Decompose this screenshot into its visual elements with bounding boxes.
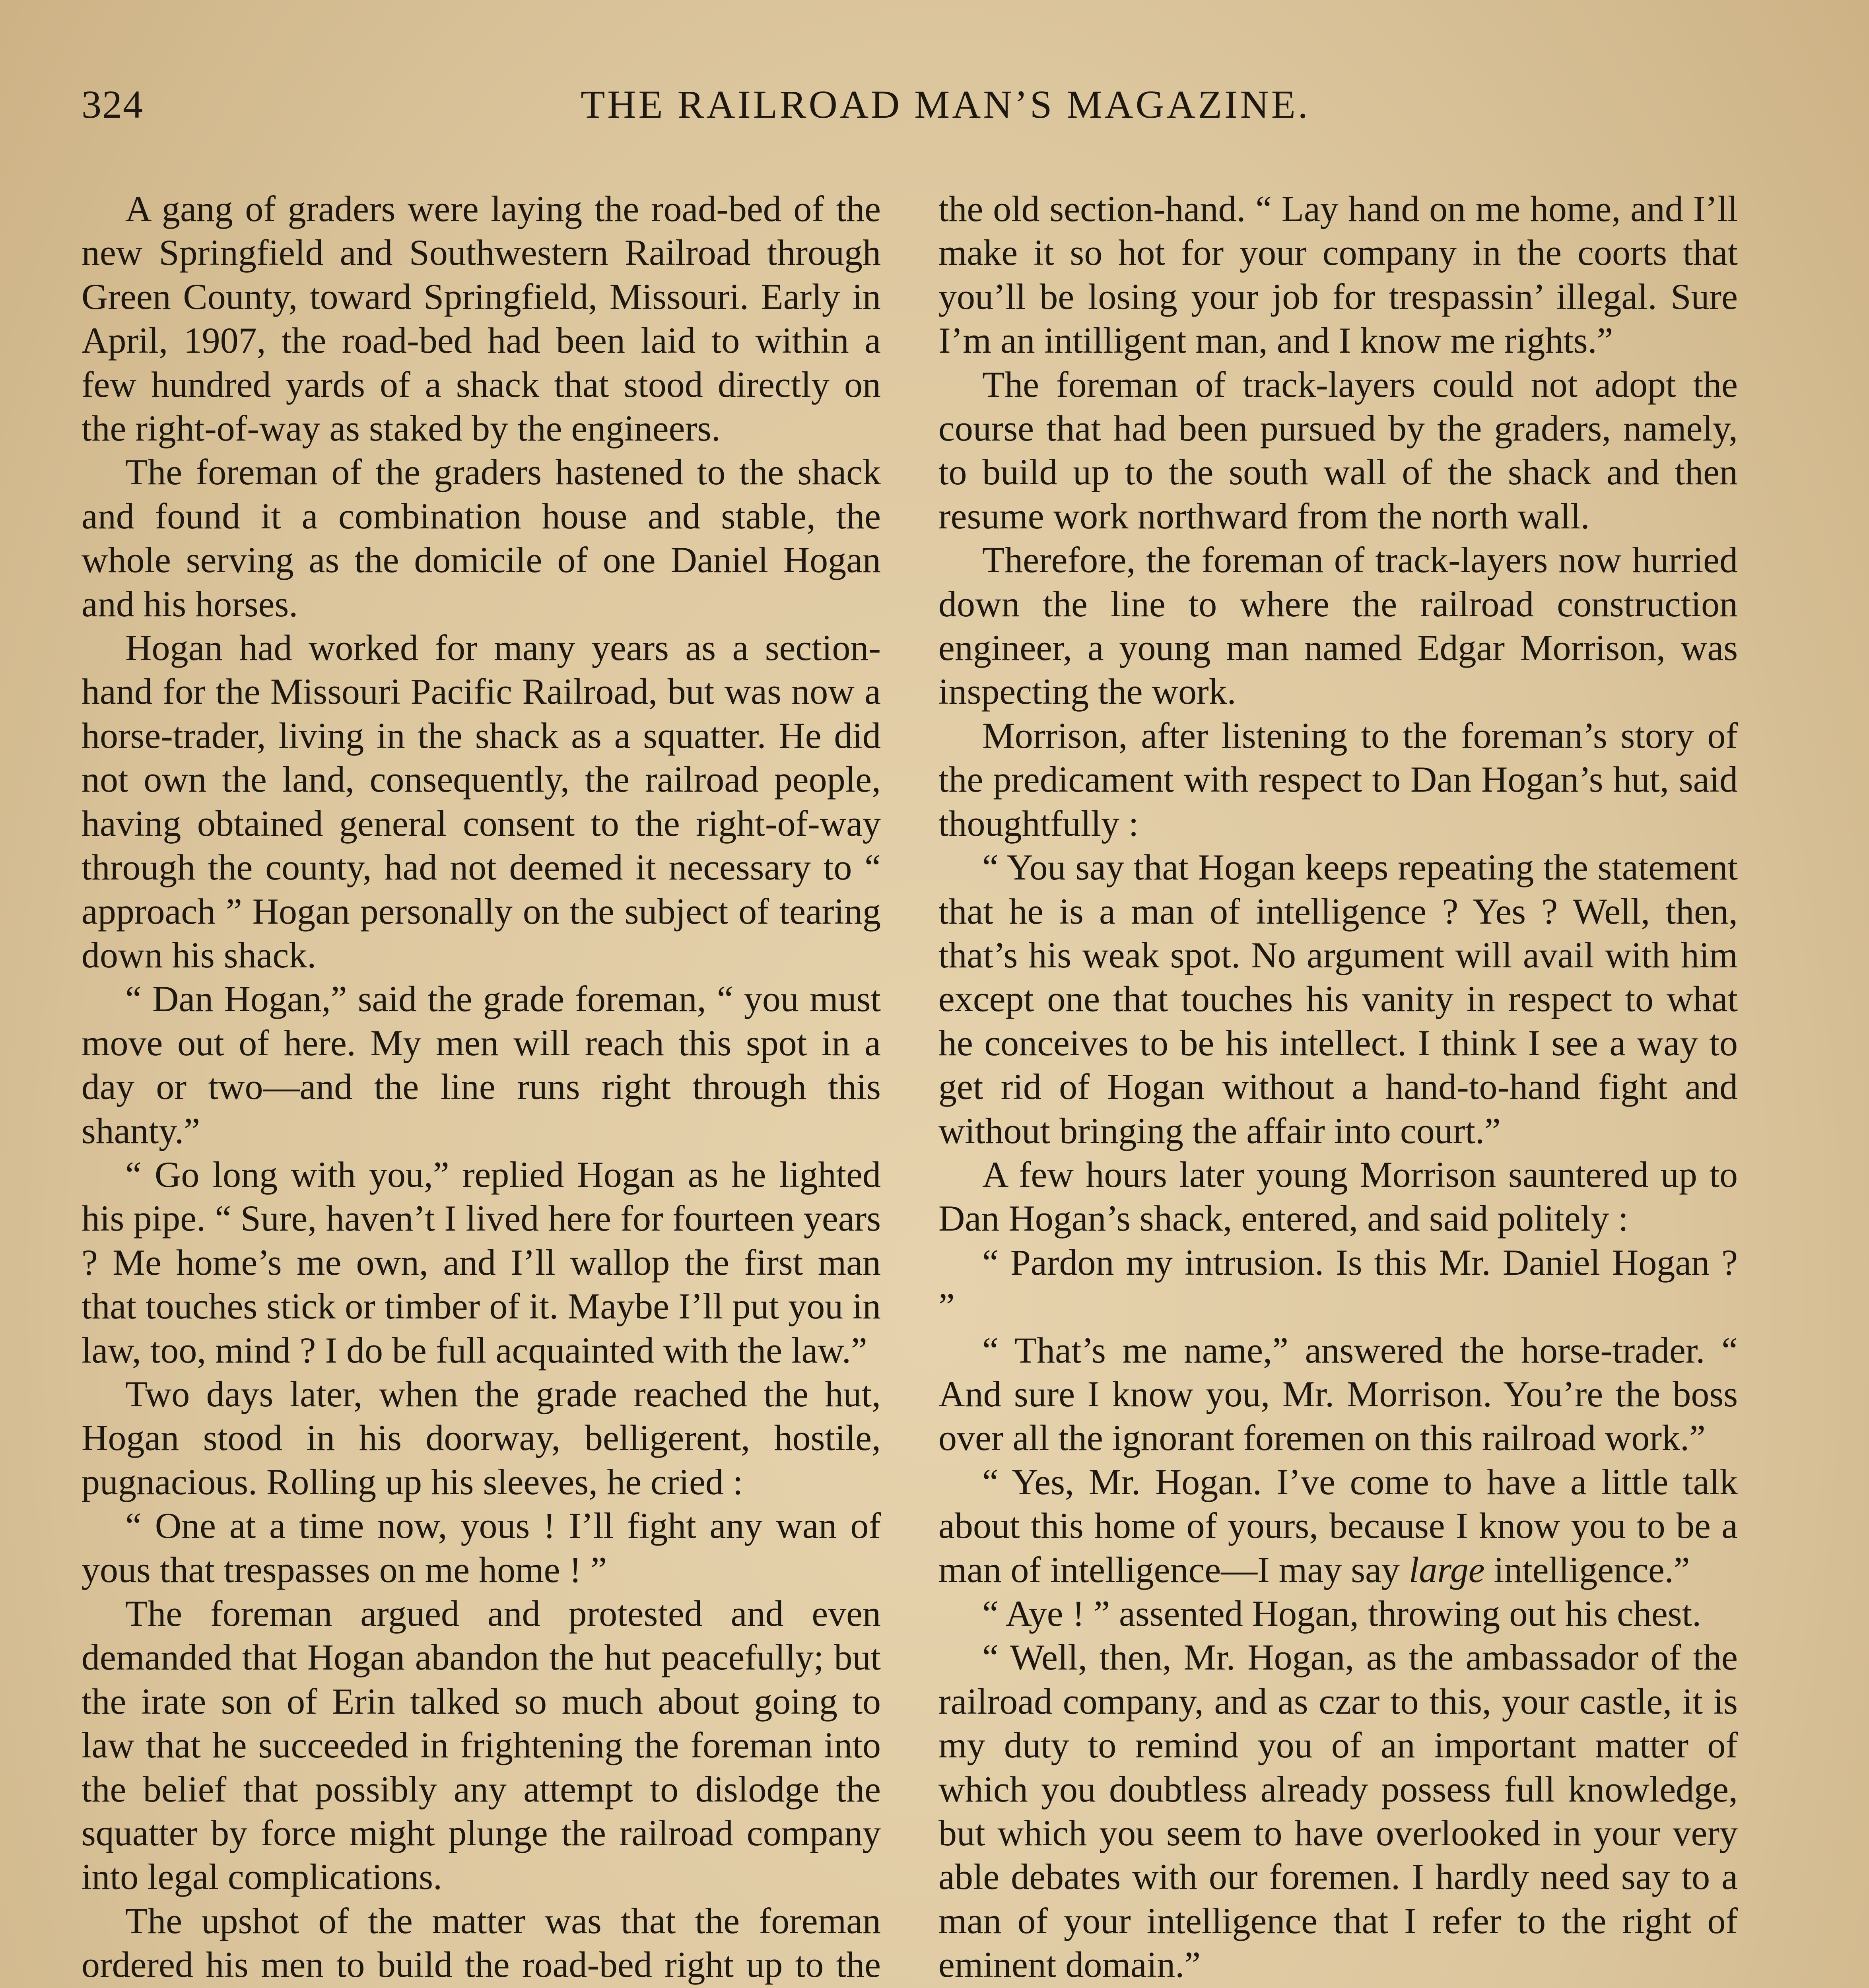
paragraph: Therefore, the foreman of track-layers now hurried down the line to where the railroad construction engineer, a young man named Edgar Morrison, was inspecting the work. (938, 540, 1738, 712)
paragraph: Hogan had worked for many years as a section-hand for the Missouri Pacific Railroad, but was now a horse-trader, living in the shack as a squatter. He did not own the land, consequently, the railroad people, having obtained general consent to the right-of-way through the county, had not deemed it necessary to “ approach ” Hogan personally on the subject of tearing down his shack. (82, 627, 881, 975)
paragraph: A few hours later young Morrison sauntered up to Dan Hogan’s shack, entered, and said politely : (938, 1154, 1738, 1239)
paragraph: Morrison, after listening to the foreman’s story of the predicament with respect to Dan Hogan’s hut, said thoughtfully : (938, 715, 1738, 844)
paragraph: “ Aye ! ” assented Hogan, throwing out his chest. (982, 1593, 1702, 1634)
paragraph: A gang of graders were laying the road-bed of the new Springfield and Southwestern Railroad through Green County, toward Springfield, Missouri. Early in April, 1907, the road-bed had been laid to within a few hundred yards of a shack that stood directly on the right-of-way as staked by the engineers. (82, 188, 881, 449)
emphasized-word: large (1409, 1549, 1485, 1590)
paragraph: The upshot of the matter was that the foreman ordered his men to build the road-bed right up to the (82, 1900, 881, 1985)
paragraph-text: “ Yes, Mr. Hogan. I’ve come to have a little talk about this home of yours, because I know you to be a man of intelligence—I may say (938, 1461, 1738, 1590)
paragraph: “ That’s me name,” answered the horse-trader. “ And sure I know you, Mr. Morrison. You’re the boss over all the ignorant foremen on this railroad work.” (938, 1330, 1738, 1458)
paragraph-large-intelligence (938, 1460, 1738, 1592)
paragraph: Two days later, when the grade reached the hut, Hogan stood in his doorway, belligerent, hostile, pugnacious. Rolling up his sleeves, he cried : (82, 1373, 881, 1502)
paragraph: The foreman of the graders hastened to the shack and found it a combination house and stable, the whole serving as the domicile of one Daniel Hogan and his horses. (82, 452, 881, 624)
page-number: 324 (82, 82, 144, 126)
paragraph: “ Pardon my intrusion. Is this Mr. Daniel Hogan ? ” (938, 1242, 1738, 1327)
paragraph: “ One at a time now, yous ! I’ll fight any wan of yous that trespasses on me home ! ” (82, 1505, 881, 1590)
left-column (82, 187, 881, 1988)
paragraph: “ Well, then, Mr. Hogan, as the ambassador of the railroad company, and as czar to this, your castle, it is my duty to remind you of an important matter of which you doubtless already possess full knowledge, but which you seem to have overlooked in your very able debates with our foremen. I hardly need say to a man of your intelligence that I refer to the right of eminent domain.” (938, 1637, 1738, 1985)
paragraph: The foreman of track-layers could not adopt the course that had been pursued by the graders, namely, to build up to the south wall of the shack and then resume work northward from the north wall. (938, 364, 1738, 536)
page-header (82, 78, 1762, 137)
right-column (938, 187, 1738, 1988)
paragraph (938, 1987, 1738, 1988)
paragraph: The foreman argued and protested and even demanded that Hogan abandon the hut peacefully; but the irate son of Erin talked so much about going to law that he succeeded in frightening the foreman into the belief that possibly any attempt to dislodge the squatter by force might plunge the railroad company into legal complications. (82, 1593, 881, 1897)
paragraph-text: intelligence.” (1484, 1549, 1690, 1590)
continued-paragraph: the old section-hand. “ Lay hand on me home, and I’ll make it so hot for your company in the coorts that you’ll be losing your job for trespassin’ illegal. Sure I’m an intilligent man, and I know me rights.” (938, 188, 1738, 361)
paragraph: “ You say that Hogan keeps repeating the statement that he is a man of intelligence ? Yes ? Well, then, that’s his weak spot. No argument will avail with him except one that touches his vanity in respect to what he conceives to be his intellect. I think I see a way to get rid of Hogan without a hand-to-hand fight and without bringing the affair into court.” (938, 847, 1738, 1151)
paragraph: “ Dan Hogan,” said the grade foreman, “ you must move out of here. My men will reach this spot in a day or two—and the line runs right through this shanty.” (82, 978, 881, 1151)
running-title: THE RAILROAD MAN’S MAGAZINE. (581, 82, 1310, 126)
paragraph: “ Go long with you,” replied Hogan as he lighted his pipe. “ Sure, haven’t I lived here for fourteen years ? Me home’s me own, and I’ll wallop the first man that touches stick or timber of it. Maybe I’ll put you in law, too, mind ? I do be full acquainted with the law.” (82, 1154, 881, 1371)
